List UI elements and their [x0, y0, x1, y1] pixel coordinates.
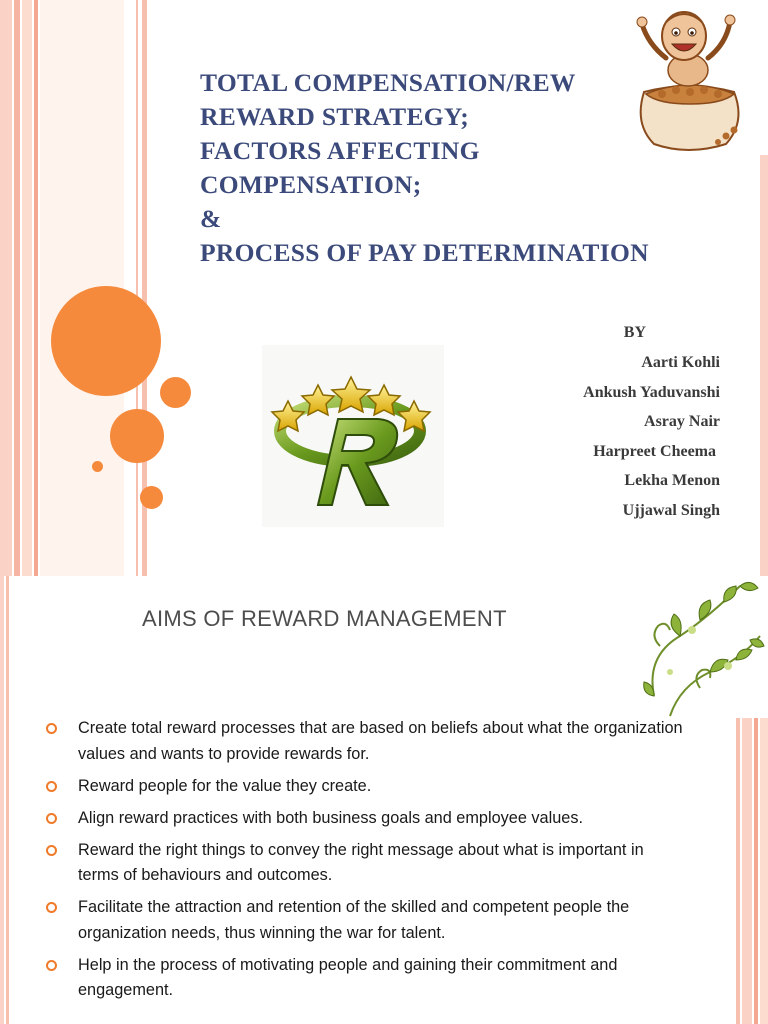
bullet-text: Facilitate the attraction and retention of the skilled and competent people the organization needs, thus winning the war for talent. — [78, 898, 630, 942]
list-item — [44, 716, 684, 767]
bullet-text: Align reward practices with both business goals and employee values. — [78, 808, 583, 827]
decor-circle-tiny — [92, 461, 103, 472]
by-label: BY — [623, 324, 646, 341]
decor-circle-small — [140, 486, 163, 509]
bullet-text: Create total reward processes that are based on beliefs about what the organization values and wants to provide rewards for. — [78, 719, 683, 763]
bullet-circle-icon — [46, 845, 57, 856]
content-slide — [0, 576, 768, 1024]
left-stripe-band — [22, 0, 32, 576]
list-item — [44, 895, 684, 946]
author-list — [583, 318, 720, 525]
left-stripe — [6, 576, 9, 1024]
right-stripe-band — [760, 718, 768, 1024]
green-vine-icon — [640, 576, 768, 724]
decor-circle-small — [160, 377, 191, 408]
bullet-circle-icon — [46, 813, 57, 824]
bullet-text: Reward the right things to convey the right message about what is important in terms of behaviours and outcomes. — [78, 840, 644, 884]
right-stripe-band — [754, 718, 758, 1024]
decor-circle-medium — [110, 409, 164, 463]
bullet-circle-icon — [46, 960, 57, 971]
aims-bullet-list — [44, 716, 684, 1010]
bullet-text: Reward people for the value they create. — [78, 776, 372, 795]
bullet-circle-icon — [46, 902, 57, 913]
author-name: Ankush Yaduvanshi — [583, 383, 720, 401]
author-name: Harpreet Cheema — [593, 442, 716, 460]
right-stripe-band — [742, 718, 752, 1024]
mascot-money-bag-icon — [630, 4, 748, 154]
right-stripe — [760, 155, 768, 576]
title-line: PROCESS OF PAY DETERMINATION — [200, 238, 649, 267]
list-item — [44, 953, 684, 1004]
left-stripe-thin — [136, 0, 138, 576]
slide-title — [200, 66, 700, 270]
author-name: Ujjawal Singh — [622, 501, 720, 519]
author-name: Aarti Kohli — [641, 354, 720, 371]
slide-title: AIMS OF REWARD MANAGEMENT — [142, 606, 507, 631]
bullet-circle-icon — [46, 723, 57, 734]
title-line: COMPENSATION; — [200, 170, 422, 199]
left-stripe-band — [14, 0, 20, 576]
author-name: Lekha Menon — [624, 472, 720, 489]
bullet-circle-icon — [46, 781, 57, 792]
list-item — [44, 774, 684, 800]
list-item — [44, 806, 684, 832]
decor-circle-large — [51, 286, 161, 396]
title-line: FACTORS AFFECTING — [200, 136, 480, 165]
bullet-text: Help in the process of motivating people and gaining their commitment and engagement. — [78, 955, 618, 999]
title-line: TOTAL COMPENSATION/REW — [200, 68, 576, 97]
left-stripe — [0, 576, 4, 1024]
title-line: & — [200, 204, 222, 233]
list-item — [44, 838, 684, 889]
five-star-r-logo-icon — [262, 345, 444, 527]
right-stripe-band — [736, 718, 740, 1024]
title-line: REWARD STRATEGY; — [200, 102, 470, 131]
author-name: Asray Nair — [644, 413, 720, 430]
left-stripe-band — [34, 0, 38, 576]
left-stripe-wide — [0, 0, 12, 576]
